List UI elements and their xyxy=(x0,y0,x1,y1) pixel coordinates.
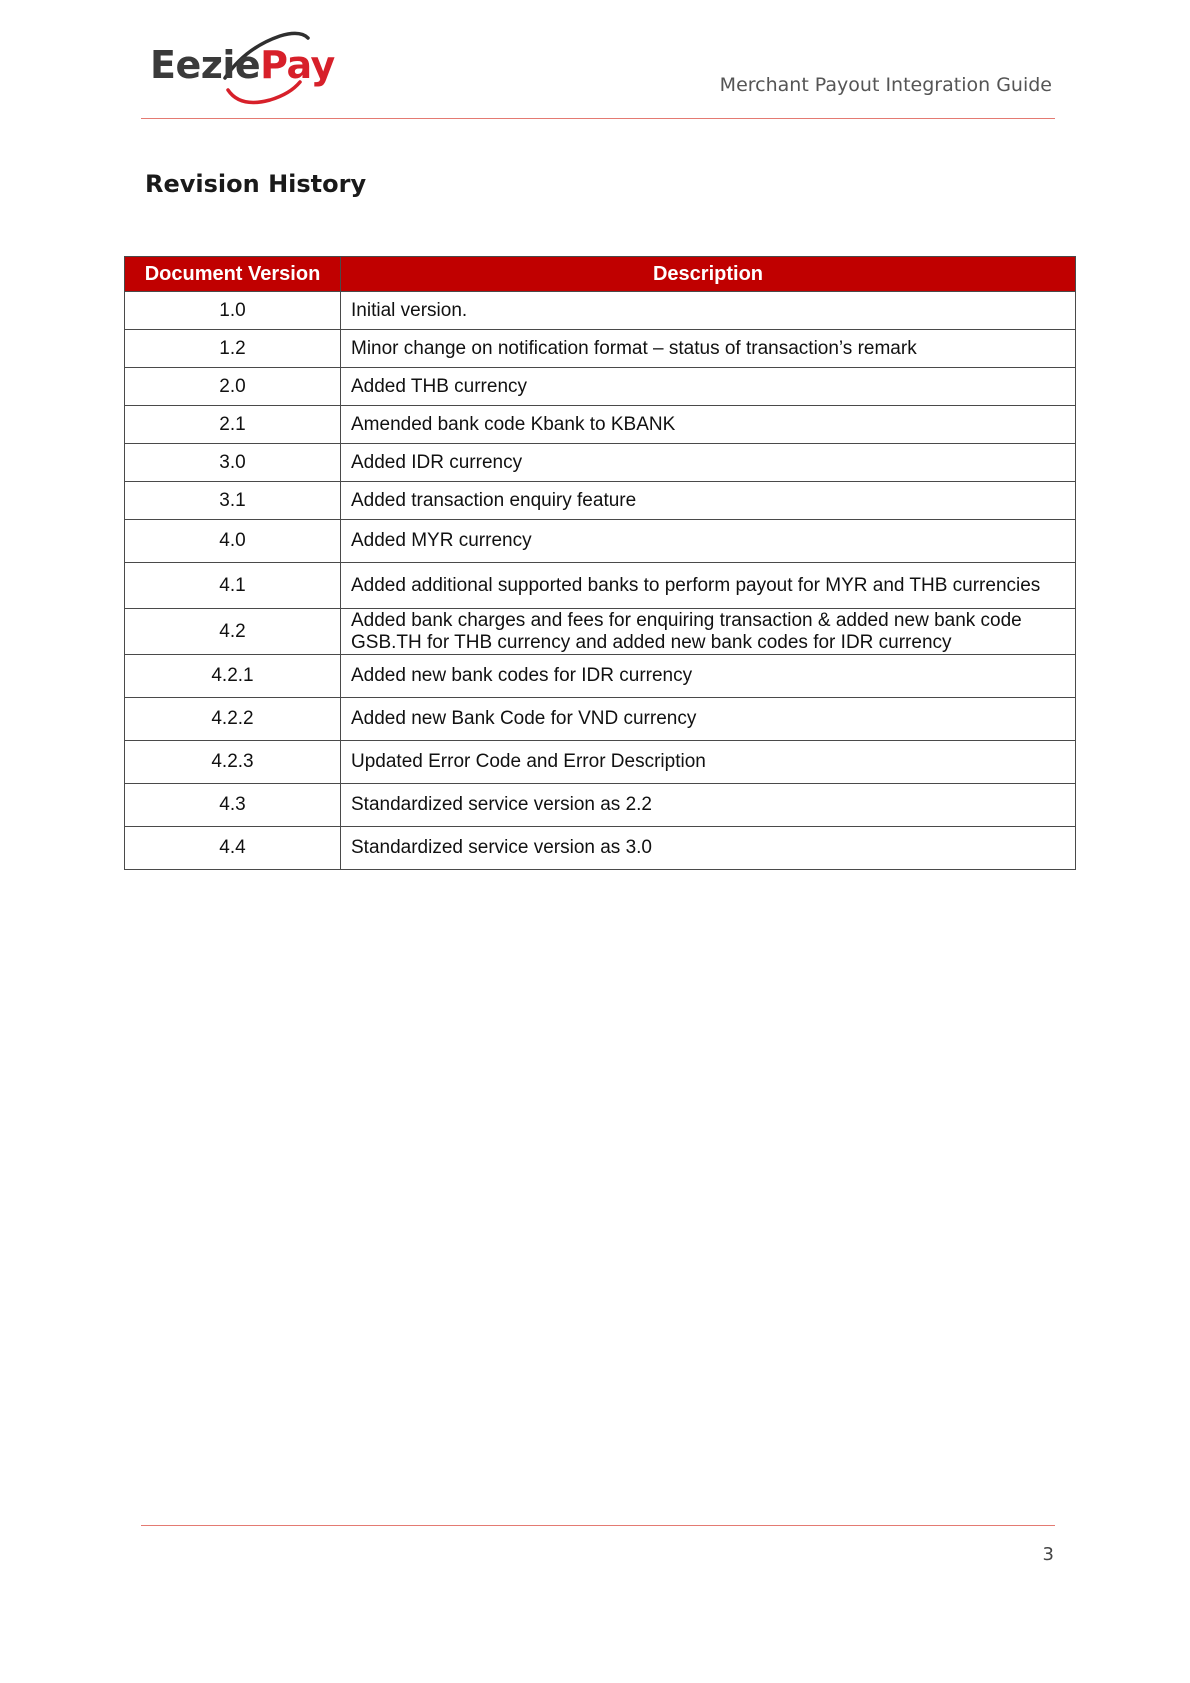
table-row xyxy=(125,368,1076,406)
table-row xyxy=(125,444,1076,482)
version-cell: 3.1 xyxy=(125,482,341,520)
version-cell: 4.2.3 xyxy=(125,741,341,784)
table-row xyxy=(125,784,1076,827)
description-cell: Amended bank code Kbank to KBANK xyxy=(341,406,1076,444)
revision-history-table xyxy=(124,256,1076,870)
version-cell: 2.0 xyxy=(125,368,341,406)
description-cell: Initial version. xyxy=(341,292,1076,330)
logo-wordmark xyxy=(150,43,335,87)
description-cell: Added transaction enquiry feature xyxy=(341,482,1076,520)
version-cell: 4.4 xyxy=(125,827,341,870)
description-cell: Added new bank codes for IDR currency xyxy=(341,655,1076,698)
version-cell: 4.1 xyxy=(125,563,341,609)
table-row xyxy=(125,292,1076,330)
description-cell: Added IDR currency xyxy=(341,444,1076,482)
version-cell: 1.0 xyxy=(125,292,341,330)
logo-pay-text: Pay xyxy=(260,43,335,87)
description-cell: Added additional supported banks to perform payout for MYR and THB currencies xyxy=(341,563,1076,609)
version-cell: 1.2 xyxy=(125,330,341,368)
description-cell: Added new Bank Code for VND currency xyxy=(341,698,1076,741)
version-cell: 4.2 xyxy=(125,609,341,655)
footer-divider xyxy=(141,1525,1055,1526)
page-number: 3 xyxy=(1042,1544,1054,1565)
description-cell: Added bank charges and fees for enquiring transaction & added new bank code GSB.TH for THB currency and added new bank codes for IDR currency xyxy=(341,609,1076,655)
logo-eezie-text: Eezie xyxy=(150,43,261,87)
table-row xyxy=(125,330,1076,368)
table-row xyxy=(125,741,1076,784)
table-row xyxy=(125,609,1076,655)
document-title: Merchant Payout Integration Guide xyxy=(719,74,1052,96)
table-row xyxy=(125,698,1076,741)
eeziepay-logo xyxy=(150,28,340,108)
description-cell: Standardized service version as 2.2 xyxy=(341,784,1076,827)
table-row xyxy=(125,827,1076,870)
table-header-row xyxy=(125,257,1076,292)
version-cell: 4.2.1 xyxy=(125,655,341,698)
description-cell: Added THB currency xyxy=(341,368,1076,406)
description-cell: Added MYR currency xyxy=(341,520,1076,563)
version-cell: 2.1 xyxy=(125,406,341,444)
version-cell: 4.2.2 xyxy=(125,698,341,741)
table-row xyxy=(125,520,1076,563)
description-cell: Updated Error Code and Error Description xyxy=(341,741,1076,784)
column-header-version: Document Version xyxy=(125,257,341,292)
header-divider xyxy=(141,118,1055,119)
revision-history-heading: Revision History xyxy=(145,170,367,198)
column-header-description: Description xyxy=(341,257,1076,292)
version-cell: 3.0 xyxy=(125,444,341,482)
table-row xyxy=(125,406,1076,444)
table-row xyxy=(125,482,1076,520)
description-cell: Minor change on notification format – status of transaction’s remark xyxy=(341,330,1076,368)
version-cell: 4.3 xyxy=(125,784,341,827)
table-row xyxy=(125,655,1076,698)
table-row xyxy=(125,563,1076,609)
description-cell: Standardized service version as 3.0 xyxy=(341,827,1076,870)
version-cell: 4.0 xyxy=(125,520,341,563)
